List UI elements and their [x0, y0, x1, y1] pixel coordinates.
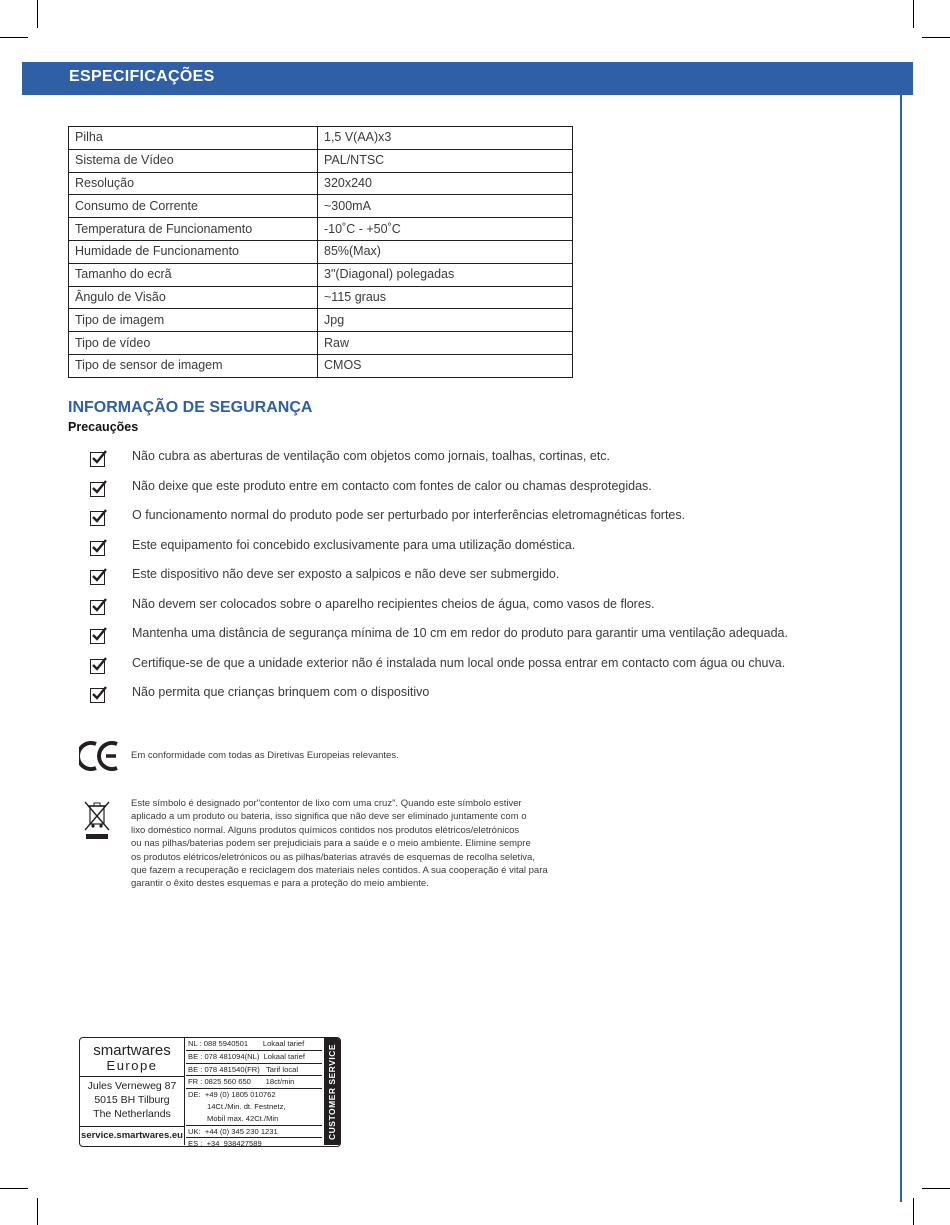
safety-section-title: INFORMAÇÃO DE SEGURANÇA: [68, 399, 313, 416]
address-line: 5015 BH Tilburg: [94, 1094, 170, 1106]
table-row: [69, 195, 573, 218]
checked-box-icon: [90, 511, 105, 526]
service-website-link[interactable]: service.smartwares.eu: [81, 1130, 183, 1141]
spec-value: ~115 graus: [318, 286, 573, 309]
customer-service-box: [79, 1037, 341, 1147]
checked-box-icon: [90, 688, 105, 703]
checked-box-icon: [90, 659, 105, 674]
ce-compliance-text: Em conformidade com todas as Diretivas Europeias relevantes.: [131, 750, 399, 761]
spec-value: -10˚C - +50˚C: [318, 218, 573, 241]
list-item: [90, 447, 890, 477]
spec-value: 85%(Max): [318, 240, 573, 263]
crop-mark: [37, 0, 38, 28]
table-row: [69, 332, 573, 355]
precautions-subtitle: Precauções: [68, 420, 139, 434]
crop-mark: [37, 1198, 38, 1225]
spec-value: ~300mA: [318, 195, 573, 218]
page-title: ESPECIFICAÇÕES: [69, 68, 215, 85]
precautions-list: [90, 447, 890, 713]
list-item: [90, 565, 890, 595]
customer-service-label: CUSTOMER SERVICE: [327, 1043, 337, 1140]
phone-entry: FR : 0825 560 650 18ct/min: [186, 1076, 322, 1089]
ce-mark-icon: [79, 740, 121, 772]
table-row: [69, 218, 573, 241]
crop-mark: [913, 1198, 914, 1225]
precaution-text: Mantenha uma distância de segurança mínima de 10 cm em redor do produto para garantir uma ventilação adequada.: [132, 626, 788, 640]
crop-mark: [0, 37, 28, 38]
phone-entry: ES : +34 938427589: [186, 1138, 322, 1147]
checked-box-icon: [90, 600, 105, 615]
spec-value: 320x240: [318, 172, 573, 195]
divider: [80, 1126, 184, 1127]
address-line: The Netherlands: [93, 1108, 171, 1120]
checked-box-icon: [90, 629, 105, 644]
checked-box-icon: [90, 482, 105, 497]
spec-label: Tipo de sensor de imagem: [69, 354, 318, 377]
precaution-text: Não deixe que este produto entre em contacto com fontes de calor ou chamas desprotegidas.: [132, 478, 652, 493]
spec-value: Jpg: [318, 309, 573, 332]
precaution-text: Este dispositivo não deve ser exposto a salpicos e não deve ser submergido.: [132, 567, 560, 581]
checked-box-icon: [90, 570, 105, 585]
brand-region: Europe: [106, 1058, 158, 1073]
spec-label: Pilha: [69, 127, 318, 150]
table-row: [69, 263, 573, 286]
crop-mark: [0, 1188, 28, 1189]
table-row: [69, 240, 573, 263]
spec-label: Consumo de Corrente: [69, 195, 318, 218]
spec-label: Tamanho do ecrã: [69, 263, 318, 286]
precaution-text: O funcionamento normal do produto pode ser perturbado por interferências eletromagnéticas fortes.: [132, 508, 686, 522]
list-item: [90, 477, 890, 507]
list-item: [90, 506, 890, 536]
spec-label: Humidade de Funcionamento: [69, 240, 318, 263]
table-row: [69, 127, 573, 150]
crop-mark: [922, 37, 950, 38]
precaution-text: Certifique-se de que a unidade exterior não é instalada num local onde possa entrar em contacto com água ou chuva.: [132, 655, 786, 670]
spec-label: Sistema de Vídeo: [69, 149, 318, 172]
crossed-bin-icon: [82, 800, 112, 840]
table-row: [69, 149, 573, 172]
brand-logo: smartwares: [93, 1042, 171, 1059]
precaution-text: Não permita que crianças brinquem com o dispositivo: [132, 685, 430, 699]
spec-label: Ângulo de Visão: [69, 286, 318, 309]
spec-value: PAL/NTSC: [318, 149, 573, 172]
spec-label: Temperatura de Funcionamento: [69, 218, 318, 241]
list-item: [90, 654, 890, 684]
table-row: [69, 286, 573, 309]
spec-value: Raw: [318, 332, 573, 355]
section-header-bar: [22, 62, 913, 95]
checked-box-icon: [90, 541, 105, 556]
brand-column: [80, 1038, 185, 1145]
list-item: [90, 624, 890, 654]
spec-label: Tipo de imagem: [69, 309, 318, 332]
crop-mark: [913, 0, 914, 28]
table-row: [69, 172, 573, 195]
spec-value: 1,5 V(AA)x3: [318, 127, 573, 150]
table-row: [69, 354, 573, 377]
spec-label: Resolução: [69, 172, 318, 195]
phone-entry: UK: +44 (0) 345 230 1231: [186, 1126, 322, 1139]
address-line: Jules Verneweg 87: [87, 1080, 177, 1092]
crop-mark: [922, 1188, 950, 1189]
weee-disposal-text: Este símbolo é designado por"contentor de lixo com uma cruz". Quando este símbolo estiver aplicado a um produto ou bateria, isso significa que não deve ser eliminado juntamente com o lixo doméstico normal. Alguns produtos químicos contidos nos produtos elétricos/eletrónicos ou nas pilhas/baterias podem ser prejudiciais para a saúde e o meio ambiente. Elimine sempre os produtos elétricos/eletrónicos ou as pilhas/baterias através de esquemas de recolha seletiva, que fazem a recuperação e reciclagem dos materiais neles contidos. A sua cooperação é vital para garantir o êxito destes esquemas e para a proteção do meio ambiente.: [131, 798, 548, 890]
specifications-table: [68, 126, 573, 378]
checked-box-icon: [90, 452, 105, 467]
phone-list: [186, 1038, 322, 1147]
page-edge-rule: [900, 95, 902, 1202]
phone-entry: BE : 078 481540(FR) Tarif local: [186, 1064, 322, 1077]
precaution-text: Não cubra as aberturas de ventilação com objetos como jornais, toalhas, cortinas, etc.: [132, 449, 611, 463]
spec-value: 3"(Diagonal) polegadas: [318, 263, 573, 286]
precaution-text: Este equipamento foi concebido exclusivamente para uma utilização doméstica.: [132, 537, 576, 552]
precaution-text: Não devem ser colocados sobre o aparelho recipientes cheios de água, como vasos de flores.: [132, 596, 655, 611]
list-item: [90, 536, 890, 566]
spec-value: CMOS: [318, 354, 573, 377]
table-row: [69, 309, 573, 332]
phone-entry: NL : 088 5940501 Lokaal tarief: [186, 1038, 322, 1051]
list-item: [90, 595, 890, 625]
spec-label: Tipo de vídeo: [69, 332, 318, 355]
list-item: [90, 683, 890, 713]
phone-entry: BE : 078 481094(NL) Lokaal tarief: [186, 1051, 322, 1064]
customer-service-band: [324, 1038, 340, 1145]
phone-entry: DE: +49 (0) 1805 010762 14Ct./Min. dt. Festnetz, Mobil max. 42Ct./Min: [186, 1089, 322, 1125]
divider: [80, 1076, 184, 1077]
